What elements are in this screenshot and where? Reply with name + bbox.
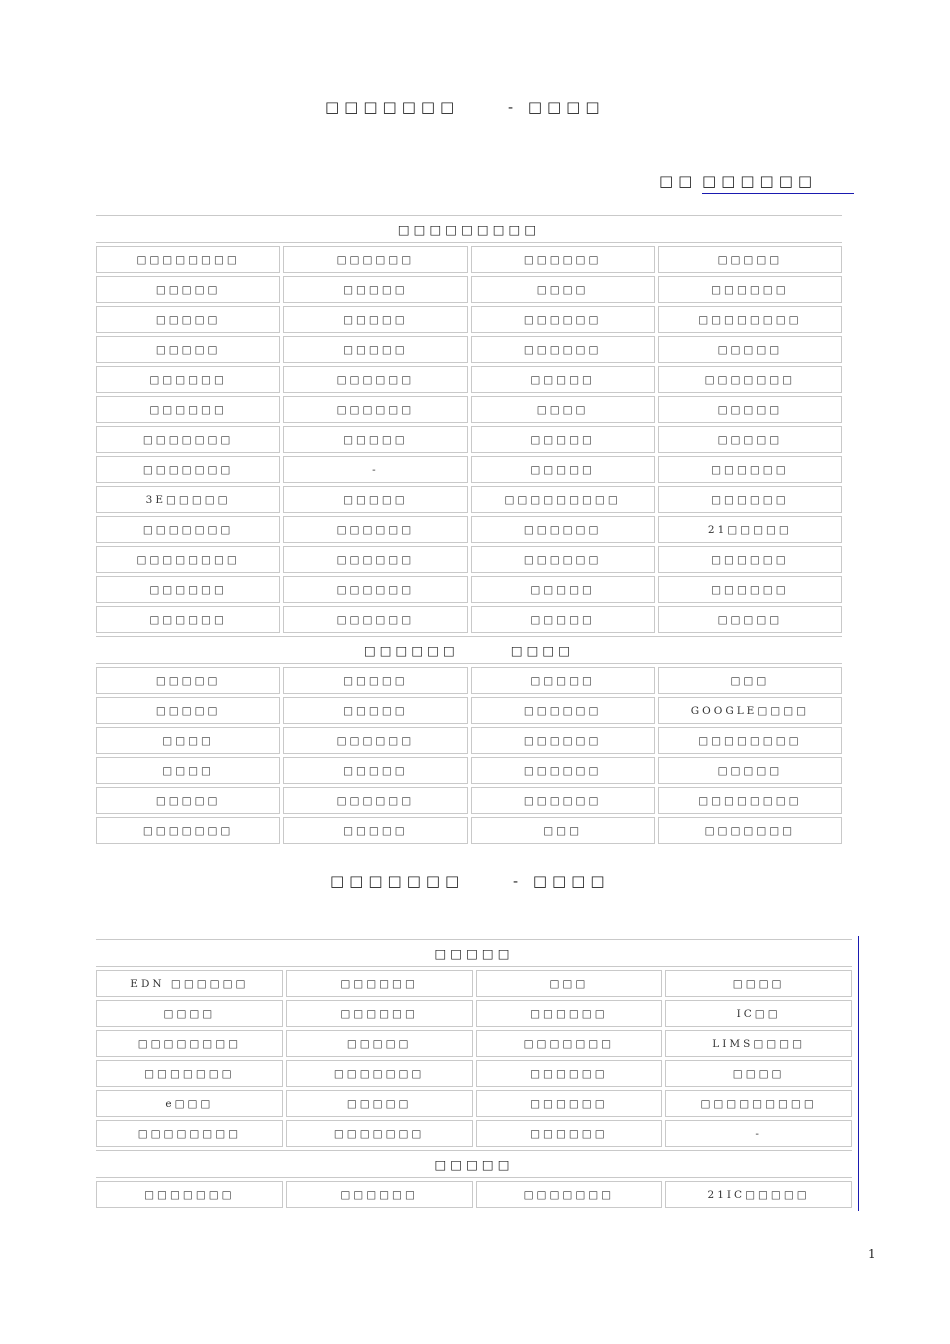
site-link-cell[interactable]: □□□□□□ — [471, 546, 655, 573]
site-link-cell[interactable]: 3E□□□□□ — [96, 486, 280, 513]
site-link-cell[interactable]: □□□□□ — [471, 426, 655, 453]
site-link-cell[interactable]: □□□□□□□□ — [96, 546, 280, 573]
section1-tables — [96, 212, 848, 856]
table-header-label: □□□□□ — [434, 945, 514, 961]
table-header-row — [96, 215, 842, 243]
site-link-cell[interactable]: □□□□□□ — [658, 486, 842, 513]
site-link-cell[interactable]: □□□□□□ — [283, 787, 467, 814]
table-header — [96, 636, 842, 664]
site-link-cell[interactable]: □□□□ — [96, 1000, 283, 1027]
table-row — [96, 486, 842, 513]
site-link-cell[interactable]: □□□□□ — [471, 366, 655, 393]
site-link-cell[interactable]: □□□□□□ — [471, 246, 655, 273]
table-header-label: □□□□□□□□□ — [397, 221, 541, 237]
section1-title: □□□□□□□ — [325, 98, 460, 116]
section2-tables — [96, 936, 859, 1211]
author-underline — [702, 193, 854, 194]
site-link-cell[interactable]: GOOGLE□□□□ — [658, 697, 842, 724]
table-row — [96, 727, 842, 754]
site-link-cell[interactable]: □□□□□□ — [471, 727, 655, 754]
site-link-cell[interactable]: □□□□□□ — [476, 1000, 663, 1027]
site-link-cell[interactable]: □□□□ — [665, 970, 852, 997]
table-header — [96, 1150, 852, 1178]
site-link-cell[interactable]: □□□□□ — [283, 667, 467, 694]
site-link-cell[interactable]: □□□□□ — [283, 817, 467, 844]
table-row — [96, 276, 842, 303]
site-link-cell[interactable]: □□□□□□□□ — [96, 1120, 283, 1147]
site-link-cell[interactable]: IC□□ — [665, 1000, 852, 1027]
site-link-cell[interactable]: □□□□□□□ — [476, 1030, 663, 1057]
table-row — [96, 1120, 852, 1147]
site-link-cell[interactable]: □□□□□□□ — [96, 1181, 283, 1208]
author-name: □□□□□□ — [702, 172, 818, 190]
site-link-cell[interactable]: □□□□□ — [471, 667, 655, 694]
site-link-cell[interactable]: □□□□□□ — [471, 336, 655, 363]
table-row — [96, 336, 842, 363]
table-row — [96, 817, 842, 844]
site-link-cell[interactable]: □□□□□□ — [658, 576, 842, 603]
site-link-cell[interactable]: □□□□□□ — [286, 1181, 473, 1208]
table-header-label: □□□□□□ — [363, 642, 459, 658]
site-link-cell[interactable]: □□□□□□□ — [476, 1181, 663, 1208]
table-row — [96, 306, 842, 333]
site-link-cell[interactable]: □□□□□□ — [286, 970, 473, 997]
site-link-cell[interactable]: - — [283, 456, 467, 483]
table-row — [96, 396, 842, 423]
site-link-cell[interactable]: □□□□□□□ — [96, 426, 280, 453]
site-link-cell[interactable]: - — [665, 1120, 852, 1147]
site-link-cell[interactable]: □□□□□ — [658, 606, 842, 633]
section2-title: □□□□□□□ — [330, 872, 465, 890]
table-row — [96, 606, 842, 633]
site-link-cell[interactable]: □□□□□□ — [283, 606, 467, 633]
table-row — [96, 546, 842, 573]
site-list-table — [96, 212, 845, 847]
table-row — [96, 246, 842, 273]
page-number: 1 — [868, 1247, 876, 1261]
site-link-cell[interactable]: □□□□□□ — [96, 606, 280, 633]
table-header-suffix: □□□□ — [510, 642, 575, 658]
site-list-table-2 — [96, 936, 855, 1211]
site-link-cell[interactable]: □□□□□□ — [476, 1090, 663, 1117]
site-link-cell[interactable]: □□□□□ — [658, 396, 842, 423]
site-link-cell[interactable]: □□□□□□ — [471, 516, 655, 543]
site-link-cell[interactable]: □□□□□□ — [283, 396, 467, 423]
site-link-cell[interactable]: □□□□□ — [283, 757, 467, 784]
site-link-cell[interactable]: □□□ — [471, 817, 655, 844]
site-link-cell[interactable]: □□□□□ — [471, 456, 655, 483]
site-link-cell[interactable]: □□□□□□ — [96, 396, 280, 423]
site-link-cell[interactable]: □□□□□□ — [283, 516, 467, 543]
table-row — [96, 1181, 852, 1208]
site-link-cell[interactable]: □□□□□□□ — [286, 1060, 473, 1087]
site-link-cell[interactable]: □□□□□□□ — [658, 817, 842, 844]
site-link-cell[interactable]: □□□□□ — [96, 276, 280, 303]
site-link-cell[interactable]: □□□□ — [96, 727, 280, 754]
site-link-cell[interactable]: □□□□□ — [283, 486, 467, 513]
site-link-cell[interactable]: □□□□□□ — [283, 546, 467, 573]
table-row — [96, 456, 842, 483]
site-link-cell[interactable]: □□□□ — [665, 1060, 852, 1087]
table-row — [96, 970, 852, 997]
site-link-cell[interactable]: □□□□□□□□ — [96, 246, 280, 273]
site-link-cell[interactable]: □□□□□□ — [471, 757, 655, 784]
site-link-cell[interactable]: □□□□□ — [658, 336, 842, 363]
table-row — [96, 426, 842, 453]
site-link-cell[interactable]: □□□□□□□ — [286, 1120, 473, 1147]
site-link-cell[interactable]: □□□□□ — [283, 306, 467, 333]
site-link-cell[interactable]: □□□□□□ — [283, 576, 467, 603]
site-link-cell[interactable]: □□□□□□□ — [96, 516, 280, 543]
site-link-cell[interactable]: □□□□□ — [96, 306, 280, 333]
site-link-cell[interactable]: □□□ — [658, 667, 842, 694]
site-link-cell[interactable]: LIMS□□□□ — [665, 1030, 852, 1057]
site-link-cell[interactable]: □□□□□□ — [283, 366, 467, 393]
site-link-cell[interactable]: □□□□□□□ — [658, 366, 842, 393]
table-row — [96, 366, 842, 393]
table-row — [96, 1090, 852, 1117]
site-link-cell[interactable]: □□□□□□ — [96, 576, 280, 603]
site-link-cell[interactable]: □□□□□□ — [471, 787, 655, 814]
site-link-cell[interactable]: □□□□□□ — [658, 456, 842, 483]
site-link-cell[interactable]: □□□□□□ — [476, 1060, 663, 1087]
site-link-cell[interactable]: □□□□□□□□□ — [665, 1090, 852, 1117]
table-row — [96, 516, 842, 543]
table-header-row — [96, 939, 852, 967]
site-link-cell[interactable]: □□□□□□ — [471, 306, 655, 333]
site-link-cell[interactable]: □□□□ — [96, 757, 280, 784]
site-link-cell[interactable]: □□□□ — [471, 276, 655, 303]
site-link-cell[interactable]: □□□□□ — [658, 246, 842, 273]
site-link-cell[interactable]: □□□□□ — [658, 426, 842, 453]
table-row — [96, 1000, 852, 1027]
table-row — [96, 757, 842, 784]
site-link-cell[interactable]: □□□□□□□□□ — [471, 486, 655, 513]
section2-title-suffix: - □□□□ — [513, 872, 610, 890]
site-link-cell[interactable]: □□□□□ — [96, 336, 280, 363]
table-row — [96, 667, 842, 694]
site-link-cell[interactable]: □□□□□□□ — [96, 456, 280, 483]
site-link-cell[interactable]: □□□□ — [471, 396, 655, 423]
site-link-cell[interactable]: □□□□□□ — [96, 366, 280, 393]
site-link-cell[interactable]: □□□□□ — [96, 787, 280, 814]
site-link-cell[interactable]: □□□□□ — [286, 1030, 473, 1057]
site-link-cell[interactable]: □□□□□ — [283, 276, 467, 303]
site-link-cell[interactable]: □□□□□□ — [471, 697, 655, 724]
site-link-cell[interactable]: □□□□□ — [658, 757, 842, 784]
site-link-cell[interactable]: □□□□□ — [471, 606, 655, 633]
site-link-cell[interactable]: □□□□□□□□ — [658, 787, 842, 814]
table-row — [96, 697, 842, 724]
site-link-cell[interactable]: □□□□□□□□ — [658, 306, 842, 333]
section1-title-suffix: - □□□□ — [508, 98, 605, 116]
table-header — [96, 939, 852, 967]
site-link-cell[interactable]: □□□□□ — [283, 697, 467, 724]
table-row — [96, 787, 842, 814]
table-header-row — [96, 636, 842, 664]
site-link-cell[interactable]: □□□□□□ — [286, 1000, 473, 1027]
site-link-cell[interactable]: □□□□□ — [283, 336, 467, 363]
table-header — [96, 215, 842, 243]
site-link-cell[interactable]: □□□□□ — [96, 697, 280, 724]
table-row — [96, 1060, 852, 1087]
site-link-cell[interactable]: □□□□□□□□ — [658, 727, 842, 754]
site-link-cell[interactable]: e□□□ — [96, 1090, 283, 1117]
site-link-cell[interactable]: □□□□□□□ — [96, 1060, 283, 1087]
site-link-cell[interactable]: 21□□□□□ — [658, 516, 842, 543]
site-link-cell[interactable]: □□□□□ — [286, 1090, 473, 1117]
site-link-cell[interactable]: □□□□□ — [471, 576, 655, 603]
site-link-cell[interactable]: 21IC□□□□□ — [665, 1181, 852, 1208]
site-link-cell[interactable]: □□□ — [476, 970, 663, 997]
table-row — [96, 1030, 852, 1057]
site-link-cell[interactable]: □□□□□□□ — [96, 817, 280, 844]
site-link-cell[interactable]: □□□□□□ — [283, 246, 467, 273]
site-link-cell[interactable]: □□□□□□□□ — [96, 1030, 283, 1057]
site-link-cell[interactable]: □□□□□□ — [658, 276, 842, 303]
site-link-cell[interactable]: □□□□□□ — [476, 1120, 663, 1147]
site-link-cell[interactable]: □□□□□□ — [283, 727, 467, 754]
author-label: □□ — [659, 172, 698, 190]
site-link-cell[interactable]: EDN □□□□□□ — [96, 970, 283, 997]
site-link-cell[interactable]: □□□□□ — [283, 426, 467, 453]
site-link-cell[interactable]: □□□□□□ — [658, 546, 842, 573]
table-row — [96, 576, 842, 603]
table-header-label: □□□□□ — [434, 1156, 514, 1172]
site-link-cell[interactable]: □□□□□ — [96, 667, 280, 694]
table-header-row — [96, 1150, 852, 1178]
